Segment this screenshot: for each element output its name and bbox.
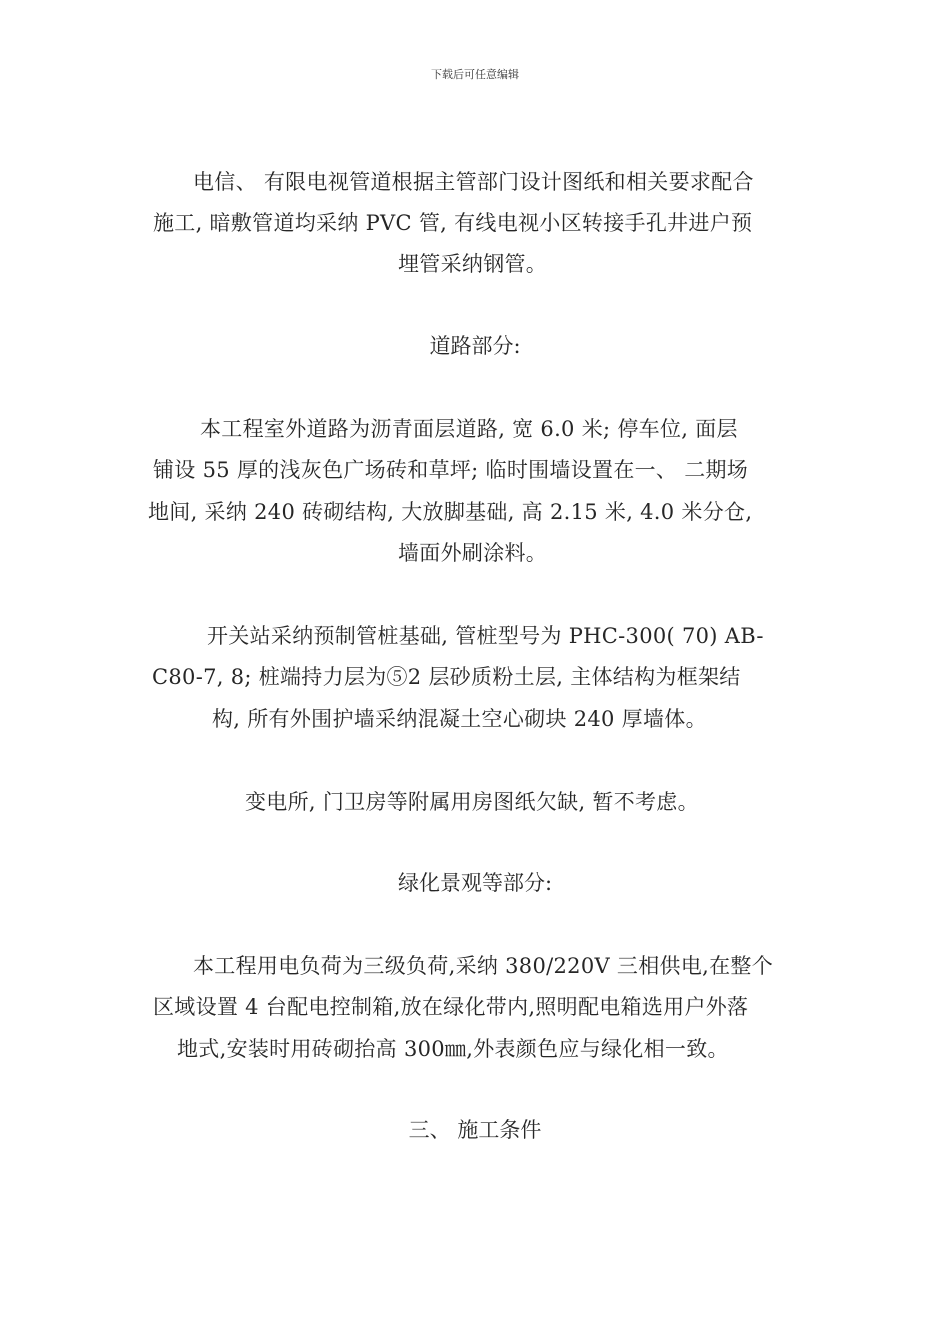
section-heading-road: 道路部分: <box>429 334 521 358</box>
section-heading-landscape: 绿化景观等部分: <box>397 871 553 895</box>
page-header-note: 下载后可任意编辑 <box>431 68 519 81</box>
section-heading-construction-conditions: 三、 施工条件 <box>408 1118 542 1142</box>
